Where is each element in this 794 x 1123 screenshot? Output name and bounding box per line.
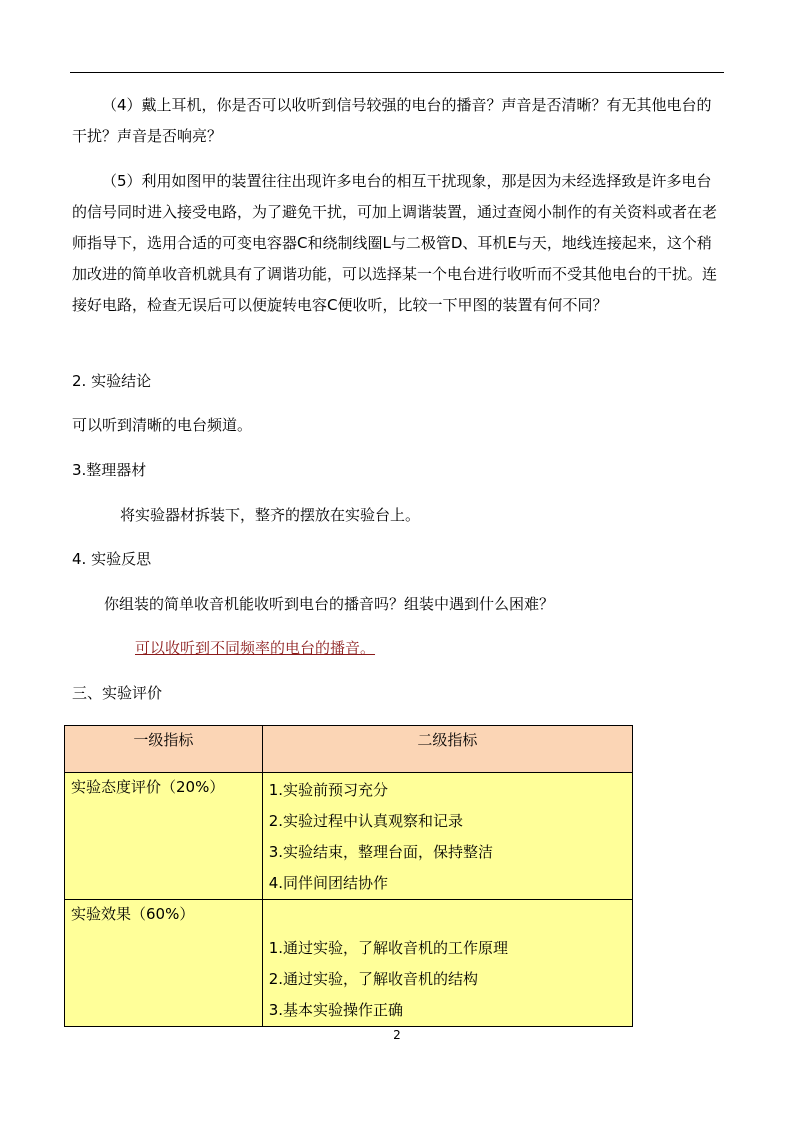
header-primary-indicator: 一级指标 [65,726,263,773]
page-number: 2 [393,1028,401,1042]
paragraph-step-4: （4）戴上耳机，你是否可以收听到信号较强的电台的播音？声音是否清晰？有无其他电台的干扰？声音是否响亮？ [72,96,712,145]
list-item: 3.实验结束，整理台面，保持整洁 [268,843,494,861]
paragraph-step-5: （5）利用如图甲的装置往往出现许多电台的相互干扰现象，那是因为未经选择致是许多电台的信号同时进入接受电路，为了避免干扰，可加上调谐装置，通过查阅小制作的有关资料或者在老师指导下，选用合适的可变电容器C和绕制线圈L与二极管D、耳机E与天，地线连接起来，这个稍加改进的简单收音机就具有了调谐功能，可以选择某一个电台进行收听而不受其他电台的干扰。连接好电路，检查无误后可以便旋转电容C便收听，比较一下甲图的装置有何不同？ [72,172,718,314]
tidy-text: 将实验器材拆装下，整齐的摆放在实验台上。 [120,506,421,524]
list-item: 1.通过实验，了解收音机的工作原理 [268,939,509,957]
reflection-heading: 4. 实验反思 [72,550,152,568]
table-row [65,773,633,900]
row-label: 实验效果（60%） [71,905,195,923]
row-label-cell [65,773,263,900]
evaluation-table [64,725,633,1027]
table-header-row [65,726,633,773]
header-rule [70,72,724,73]
list-item: 4.同伴间团结协作 [268,874,389,892]
list-item: 1.实验前预习充分 [268,781,389,799]
conclusion-text: 可以听到清晰的电台频道。 [72,416,253,434]
list-item: 2.实验过程中认真观察和记录 [268,812,464,830]
row-label: 实验态度评价（20%） [71,778,225,796]
table-row [65,900,633,1027]
header-secondary-indicator: 二级指标 [262,726,632,773]
reflection-question: 你组装的简单收音机能收听到电台的播音吗？组装中遇到什么困难？ [104,595,555,613]
list-item: 3.基本实验操作正确 [268,1001,404,1019]
row-label-cell [65,900,263,1027]
tidy-heading: 3.整理器材 [72,461,147,479]
evaluation-heading: 三、实验评价 [72,684,163,702]
reflection-answer: 可以收听到不同频率的电台的播音。 [135,639,376,657]
list-item: 2.通过实验，了解收音机的结构 [268,970,479,988]
conclusion-heading: 2. 实验结论 [72,372,152,390]
row-items-cell [262,900,632,1027]
row-items-cell [262,773,632,900]
